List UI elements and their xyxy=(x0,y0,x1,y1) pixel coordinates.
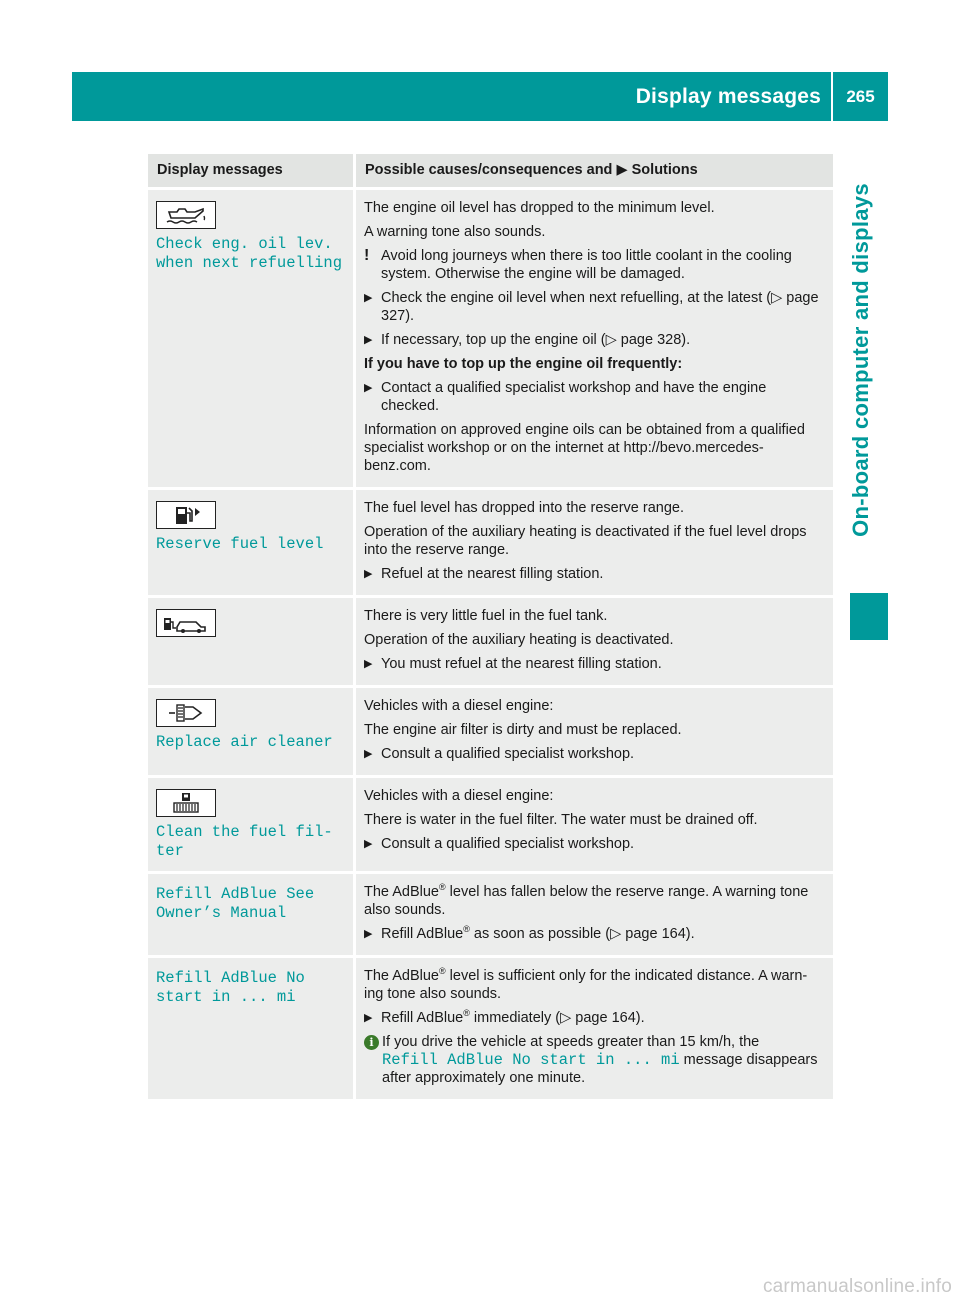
warning-text: Avoid long journeys when there is too little coolant in the cooling system. Otherwise the engine will be damaged. xyxy=(381,248,792,282)
solution-step xyxy=(364,745,825,763)
info-note xyxy=(364,1033,825,1087)
column-header-messages: Display messages xyxy=(148,154,355,189)
step-arrow-icon: ▶ xyxy=(364,658,373,670)
display-message-text: Replace air cleaner xyxy=(156,733,333,751)
cause-text-part: The AdBlue xyxy=(364,968,439,984)
display-message-text: Check eng. oil lev. when next refuelling xyxy=(156,235,343,272)
step-arrow-icon: ▶ xyxy=(364,382,373,394)
table-row xyxy=(148,873,833,957)
step-arrow-icon: ▶ xyxy=(364,334,373,346)
page-title: Display messages xyxy=(635,85,821,108)
cause-text: The engine oil level has dropped to the minimum level. xyxy=(364,200,715,216)
solution-text: Refuel at the nearest filling station. xyxy=(381,566,604,582)
step-arrow-icon: ▶ xyxy=(364,928,373,940)
info-message-mono: Refill AdBlue No start in ... mi xyxy=(382,1051,680,1069)
info-text-part: message disappears after approximately one minute. xyxy=(382,1052,818,1086)
solution-text-part: Refill AdBlue xyxy=(381,1010,464,1026)
solution-text: Consult a qualified specialist workshop. xyxy=(381,746,635,762)
fuel-pump-icon xyxy=(156,501,216,529)
display-message-text: Refill AdBlue See Owner’s Manual xyxy=(156,885,315,922)
cause-text-part: The AdBlue xyxy=(364,884,439,900)
display-messages-table xyxy=(148,154,833,1102)
causes-cell xyxy=(355,873,834,957)
message-cell xyxy=(148,597,355,687)
table-row xyxy=(148,189,833,489)
cause-text xyxy=(364,883,825,919)
cause-text: A warning tone also sounds. xyxy=(364,224,546,240)
step-arrow-icon: ▶ xyxy=(616,162,628,178)
causes-cell xyxy=(355,597,834,687)
section-side-tab-label: On-board computer and displays xyxy=(847,183,873,537)
causes-cell xyxy=(355,957,834,1101)
message-cell xyxy=(148,873,355,957)
solution-text-part: Refill AdBlue xyxy=(381,926,464,942)
display-message-text: Refill AdBlue No start in ... mi xyxy=(156,969,305,1006)
cause-text-part: level is sufficient only for the indicated distance. A warn-ing tone also sounds. xyxy=(364,968,808,1002)
message-cell xyxy=(148,777,355,873)
step-arrow-icon: ▶ xyxy=(364,748,373,760)
solution-text: Consult a qualified specialist workshop. xyxy=(381,836,635,852)
column-header-solutions-text: Solutions xyxy=(631,162,698,178)
cause-text: Operation of the auxiliary heating is deactivated if the fuel level drops into the reserve range. xyxy=(364,524,807,558)
table-header-row xyxy=(148,154,833,189)
causes-cell xyxy=(355,489,834,597)
solution-text xyxy=(381,1009,645,1027)
solution-step xyxy=(364,379,825,415)
solution-step xyxy=(364,565,825,583)
section-marker-block xyxy=(850,593,888,640)
solution-text-part: immediately (▷ page 164). xyxy=(469,1010,645,1026)
table-row xyxy=(148,597,833,687)
oil-can-icon xyxy=(156,201,216,229)
section-side-tab xyxy=(833,140,888,580)
display-message-text: Clean the fuel fil‐ ter xyxy=(156,823,333,860)
info-text xyxy=(382,1033,825,1087)
step-arrow-icon: ▶ xyxy=(364,568,373,580)
solution-step xyxy=(364,655,825,673)
solution-step xyxy=(364,925,825,943)
solution-text xyxy=(381,925,695,943)
cause-text xyxy=(364,967,825,1003)
table-row xyxy=(148,777,833,873)
cause-text: The engine air filter is dirty and must be replaced. xyxy=(364,722,682,738)
message-cell xyxy=(148,489,355,597)
warning-icon: ! xyxy=(364,247,370,264)
registered-mark: ® xyxy=(438,882,446,893)
info-text-part: If you drive the vehicle at speeds greater than 15 km/h, the xyxy=(382,1034,760,1050)
table-row xyxy=(148,687,833,777)
solution-text-part: as soon as possible (▷ page 164). xyxy=(469,926,695,942)
table-row xyxy=(148,957,833,1101)
registered-mark: ® xyxy=(463,1008,470,1019)
cause-text: Vehicles with a diesel engine: xyxy=(364,788,554,804)
table-row xyxy=(148,489,833,597)
causes-cell xyxy=(355,777,834,873)
subheading: If you have to top up the engine oil frequently: xyxy=(364,356,683,372)
cause-text: There is water in the fuel filter. The water must be drained off. xyxy=(364,812,758,828)
solution-text: Contact a qualified specialist workshop and have the engine checked. xyxy=(381,380,767,414)
info-icon: i xyxy=(364,1035,379,1050)
causes-cell xyxy=(355,687,834,777)
cause-text: Vehicles with a diesel engine: xyxy=(364,698,554,714)
warning-note xyxy=(364,247,825,283)
watermark: carmanualsonline.info xyxy=(762,1276,952,1297)
causes-cell xyxy=(355,189,834,489)
column-header-causes-text: Possible causes/consequences and xyxy=(365,162,613,178)
registered-mark: ® xyxy=(463,924,470,935)
message-cell xyxy=(148,957,355,1101)
solution-step xyxy=(364,835,825,853)
message-cell xyxy=(148,189,355,489)
cause-text: The fuel level has dropped into the reserve range. xyxy=(364,500,685,516)
air-filter-icon xyxy=(156,699,216,727)
step-arrow-icon: ▶ xyxy=(364,292,373,304)
solution-text: Check the engine oil level when next refuelling, at the latest (▷ page 327). xyxy=(381,290,819,324)
cause-text: Information on approved engine oils can be obtained from a qualified specialist workshop or on the internet at http://bevo.mercedes-benz.com. xyxy=(364,422,805,474)
registered-mark: ® xyxy=(438,966,446,977)
cause-text: There is very little fuel in the fuel tank. xyxy=(364,608,608,624)
column-header-causes xyxy=(355,154,834,189)
cause-text-part: level has fallen below the reserve range. A warning tone also sounds. xyxy=(364,884,809,918)
fuel-car-icon xyxy=(156,609,216,637)
page-number: 265 xyxy=(846,86,875,106)
header-bar xyxy=(72,72,888,121)
solution-text: If necessary, top up the engine oil (▷ page 328). xyxy=(381,332,691,348)
step-arrow-icon: ▶ xyxy=(364,1012,373,1024)
solution-text: You must refuel at the nearest filling station. xyxy=(381,656,662,672)
solution-step xyxy=(364,289,825,325)
cause-text: Operation of the auxiliary heating is deactivated. xyxy=(364,632,674,648)
fuel-filter-icon xyxy=(156,789,216,817)
display-message-text: Reserve fuel level xyxy=(156,535,324,553)
message-cell xyxy=(148,687,355,777)
step-arrow-icon: ▶ xyxy=(364,838,373,850)
solution-step xyxy=(364,1009,825,1027)
solution-step xyxy=(364,331,825,349)
